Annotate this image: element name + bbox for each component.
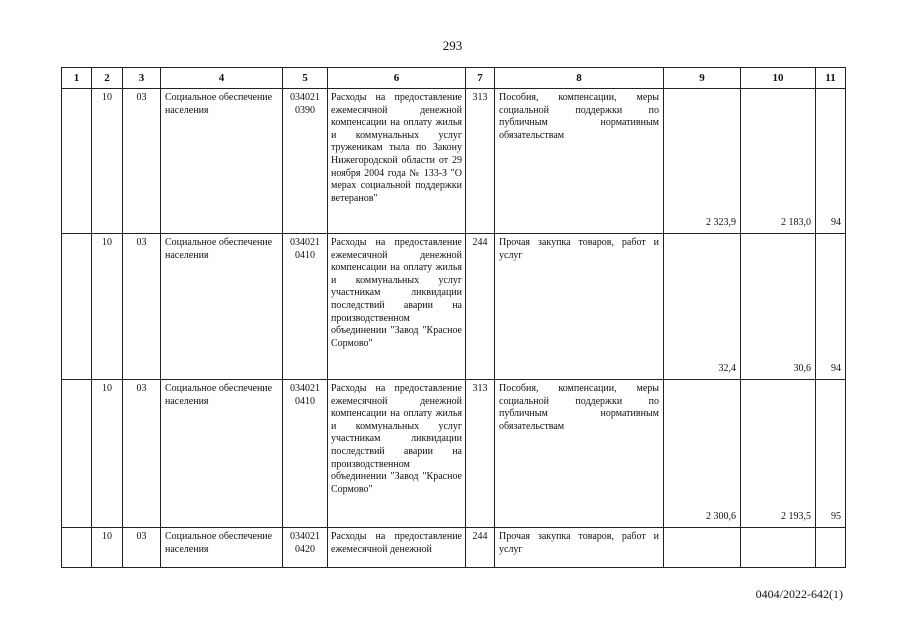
cell-subsection: 03 [123, 234, 161, 380]
cell-expense-type-code: 244 [466, 234, 495, 380]
header-row [62, 68, 846, 89]
page-number: 293 [442, 38, 463, 53]
cell-section-name: Социальное обеспечение населения [161, 234, 283, 380]
cell-expense-type-code: 313 [466, 380, 495, 528]
header-col-4: 4 [161, 68, 283, 89]
cell-col-9: 2 323,9 [664, 89, 741, 234]
cell-col-10 [741, 528, 816, 568]
cell-target-code: 034021 0410 [283, 234, 328, 380]
header-col-5: 5 [283, 68, 328, 89]
cell-subsection: 03 [123, 380, 161, 528]
cell-expense-type-name: Прочая закупка товаров, работ и услуг [495, 234, 664, 380]
table-row [62, 380, 846, 528]
cell-target-code: 034021 0390 [283, 89, 328, 234]
header-col-9: 9 [664, 68, 741, 89]
cell-expense-type-name: Прочая закупка товаров, работ и услуг [495, 528, 664, 568]
cell-target-code: 034021 0420 [283, 528, 328, 568]
cell-expense-type-code: 244 [466, 528, 495, 568]
cell-subsection: 03 [123, 89, 161, 234]
cell-col-10: 2 183,0 [741, 89, 816, 234]
table-row [62, 89, 846, 234]
cell-col-10: 2 193,5 [741, 380, 816, 528]
cell-expense-description: Расходы на предоставление ежемесячной денежной компенсации на оплату жилья и коммунальных услуг участникам ликвидации последствий аварии на производственном объединении "Завод "Красное Сормово" [328, 380, 466, 528]
cell-col-9: 2 300,6 [664, 380, 741, 528]
cell-expense-type-code: 313 [466, 89, 495, 234]
cell-expense-description: Расходы на предоставление ежемесячной денежной компенсации на оплату жилья и коммунальных услуг участникам ликвидации последствий аварии на производственном объединении "Завод "Красное Сормово" [328, 234, 466, 380]
cell-col-11: 94 [816, 234, 846, 380]
budget-table [61, 67, 846, 568]
document-code: 0404/2022-642(1) [755, 587, 843, 601]
cell-col-1 [62, 528, 92, 568]
cell-section: 10 [92, 234, 123, 380]
cell-section: 10 [92, 380, 123, 528]
header-col-8: 8 [495, 68, 664, 89]
header-col-3: 3 [123, 68, 161, 89]
cell-col-11: 94 [816, 89, 846, 234]
cell-col-9: 32,4 [664, 234, 741, 380]
cell-expense-type-name: Пособия, компенсации, меры социальной поддержки по публичным нормативным обязательствам [495, 89, 664, 234]
cell-col-10: 30,6 [741, 234, 816, 380]
header-col-6: 6 [328, 68, 466, 89]
cell-section: 10 [92, 528, 123, 568]
cell-col-11: 95 [816, 380, 846, 528]
cell-col-1 [62, 380, 92, 528]
cell-section-name: Социальное обеспечение населения [161, 380, 283, 528]
cell-expense-type-name: Пособия, компенсации, меры социальной поддержки по публичным нормативным обязательствам [495, 380, 664, 528]
table-row [62, 234, 846, 380]
cell-subsection: 03 [123, 528, 161, 568]
header-col-10: 10 [741, 68, 816, 89]
cell-col-11 [816, 528, 846, 568]
header-col-1: 1 [62, 68, 92, 89]
cell-expense-description: Расходы на предоставление ежемесячной денежной [328, 528, 466, 568]
header-col-7: 7 [466, 68, 495, 89]
table-row [62, 528, 846, 568]
cell-section-name: Социальное обеспечение населения [161, 528, 283, 568]
header-col-2: 2 [92, 68, 123, 89]
cell-section-name: Социальное обеспечение населения [161, 89, 283, 234]
cell-section: 10 [92, 89, 123, 234]
cell-col-9 [664, 528, 741, 568]
header-col-11: 11 [816, 68, 846, 89]
cell-col-1 [62, 234, 92, 380]
cell-col-1 [62, 89, 92, 234]
cell-target-code: 034021 0410 [283, 380, 328, 528]
cell-expense-description: Расходы на предоставление ежемесячной денежной компенсации на оплату жилья и коммунальных услуг труженикам тыла по Закону Нижегородской области от 29 ноября 2004 года № 133-З "О мерах социальной поддержки ветеранов" [328, 89, 466, 234]
